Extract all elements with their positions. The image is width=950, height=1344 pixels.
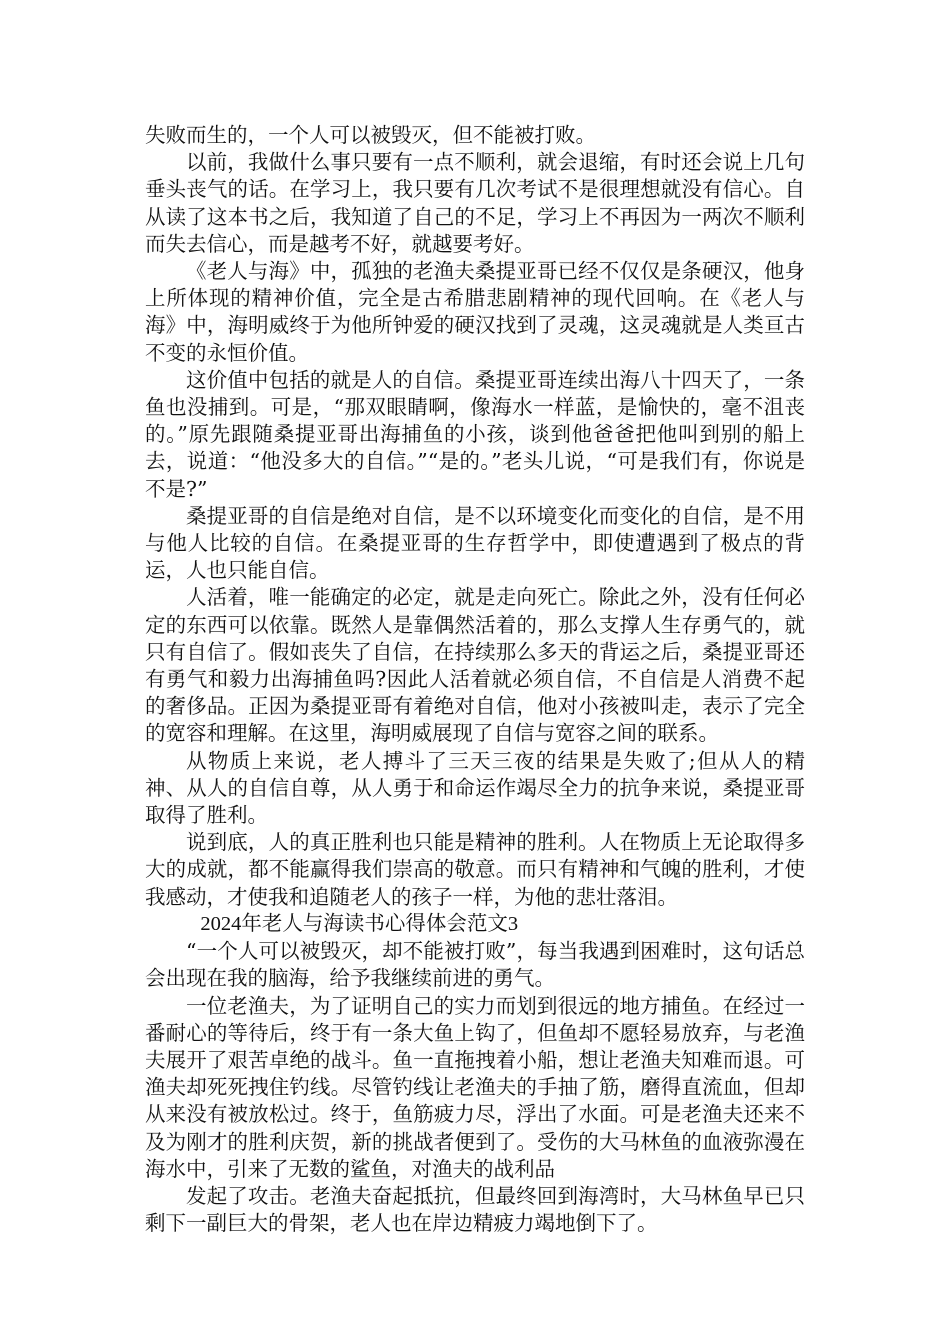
- paragraph: 以前，我做什么事只要有一点不顺利，就会退缩，有时还会说上几句垂头丧气的话。在学习上，我只要有几次考试不是很理想就没有信心。自从读了这本书之后，我知道了自己的不足，学习上不再因为一两次不顺利而失去信心，而是越考不好，就越要考好。: [145, 150, 805, 256]
- paragraph: 这价值中包括的就是人的自信。桑提亚哥连续出海八十四天了，一条鱼也没捕到。可是，“那双眼睛啊，像海水一样蓝，是愉快的，毫不沮丧的。”原先跟随桑提亚哥出海捕鱼的小孩，谈到他爸爸把他叫到别的船上去，说道：“他没多大的自信。”“是的。”老头儿说，“可是我们有，你说是不是?”: [145, 367, 805, 501]
- paragraph: 人活着，唯一能确定的必定，就是走向死亡。除此之外，没有任何必定的东西可以依靠。既然人是靠偶然活着的，那么支撑人生存勇气的，就只有自信了。假如丧失了自信，在持续那么多天的背运之后，桑提亚哥还有勇气和毅力出海捕鱼吗?因此人活着就必须自信，不自信是人消费不起的奢侈品。正因为桑提亚哥有着绝对自信，他对小孩被叫走，表示了完全的宽容和理解。在这里，海明威展现了自信与宽容之间的联系。: [145, 585, 805, 746]
- paragraph: 桑提亚哥的自信是绝对自信，是不以环境变化而变化的自信，是不用与他人比较的自信。在桑提亚哥的生存哲学中，即使遭遇到了极点的背运，人也只能自信。: [145, 503, 805, 583]
- paragraph: 失败而生的，一个人可以被毁灭，但不能被打败。: [145, 123, 596, 147]
- paragraph: “一个人可以被毁灭，却不能被打败”，每当我遇到困难时，这句话总会出现在我的脑海，给予我继续前进的勇气。: [145, 939, 805, 991]
- document-body: [145, 122, 805, 1237]
- paragraph: 一位老渔夫，为了证明自己的实力而划到很远的地方捕鱼。在经过一番耐心的等待后，终于有一条大鱼上钩了，但鱼却不愿轻易放弃，与老渔夫展开了艰苦卓绝的战斗。鱼一直拖拽着小船，想让老渔夫知难而退。可渔夫却死死拽住钓线。尽管钓线让老渔夫的手抽了筋，磨得直流血，但却从来没有被放松过。终于，鱼筋疲力尽，浮出了水面。可是老渔夫还来不及为刚才的胜利庆贺，新的挑战者便到了。受伤的大马林鱼的血液弥漫在海水中，引来了无数的鲨鱼，对渔夫的战利品: [145, 993, 805, 1181]
- paragraph: 从物质上来说，老人搏斗了三天三夜的结果是失败了;但从人的精神、从人的自信自尊，从人勇于和命运作竭尽全力的抗争来说，桑提亚哥取得了胜利。: [145, 748, 805, 828]
- section-heading: 2024年老人与海读书心得体会范文3: [200, 912, 519, 935]
- paragraph: 发起了攻击。老渔夫奋起抵抗，但最终回到海湾时，大马林鱼早已只剩下一副巨大的骨架，老人也在岸边精疲力竭地倒下了。: [145, 1183, 805, 1236]
- paragraph: 说到底，人的真正胜利也只能是精神的胜利。人在物质上无论取得多大的成就，都不能赢得我们崇高的敬意。而只有精神和气魄的胜利，才使我感动，才使我和追随老人的孩子一样，为他的悲壮落泪。: [145, 830, 805, 909]
- paragraph: 《老人与海》中，孤独的老渔夫桑提亚哥已经不仅仅是条硬汉，他身上所体现的精神价值，完全是古希腊悲剧精神的现代回响。在《老人与海》中，海明威终于为他所钟爱的硬汉找到了灵魂，这灵魂就是人类亘古不变的永恒价值。: [145, 259, 805, 365]
